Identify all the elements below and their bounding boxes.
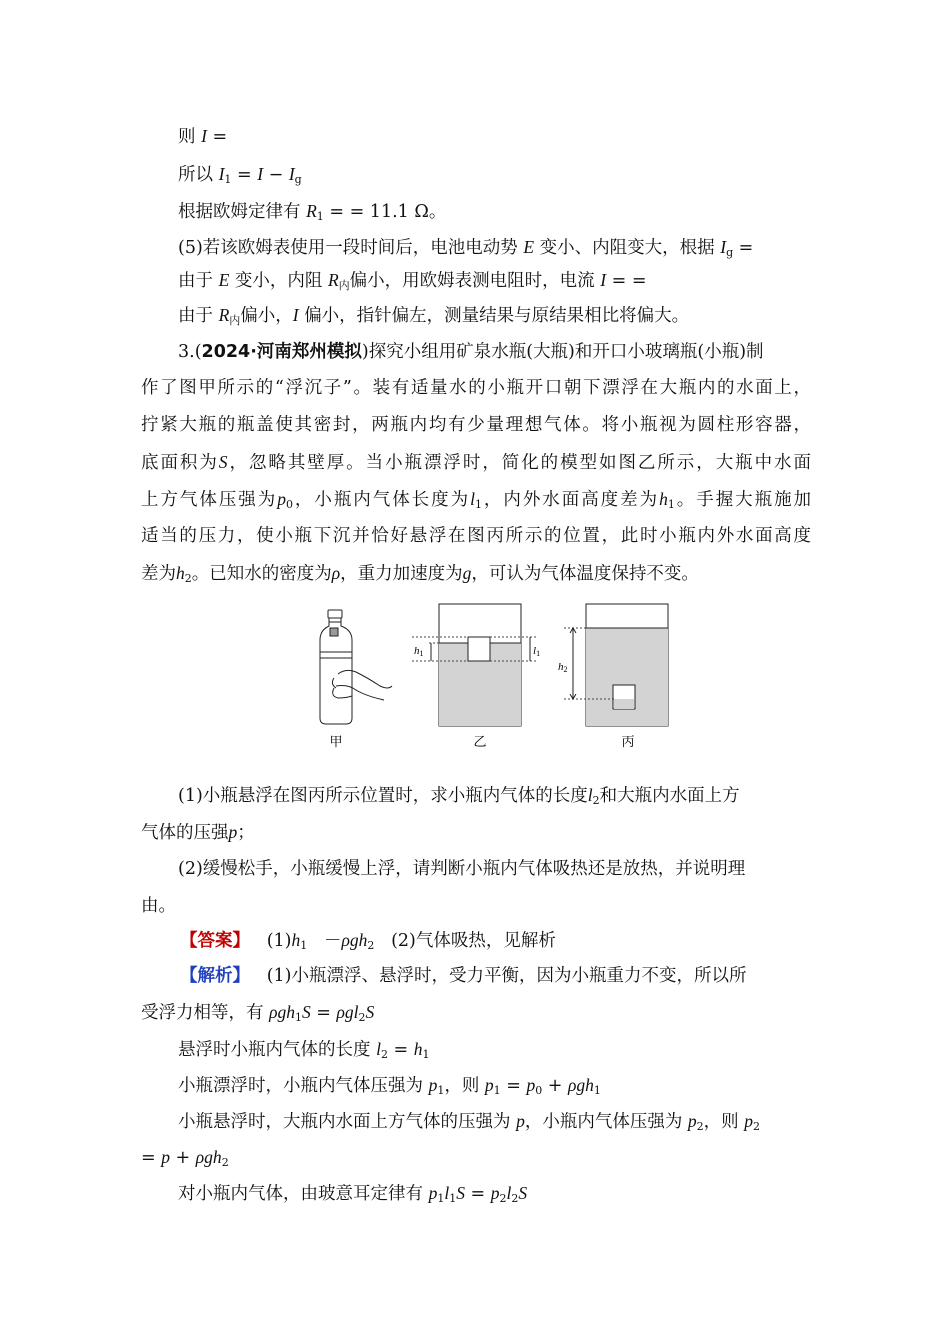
problem-line: 差为$h_2$。已知水的密度为ρ，重力加速度为g，可认为气体温度保持不变。 <box>141 563 699 585</box>
label-h1: h1 <box>414 645 424 658</box>
diagram-yi <box>412 604 536 726</box>
explanation-line: = p + ρgh$_2$ <box>141 1147 229 1169</box>
explanation-line: 受浮力相等，有 ρgh$_1$S = ρgl$_2$S <box>141 1002 375 1024</box>
text-line: (5)若该欧姆表使用一段时间后，电池电动势 E 变小、内阻变大，根据 $I_g$ = <box>178 237 754 259</box>
answer-tag: 【答案】 <box>180 931 250 951</box>
problem-figure <box>300 600 680 752</box>
bottle-drawing <box>320 610 392 724</box>
question-line: (1)小瓶悬浮在图丙所示位置时，求小瓶内气体的长度$l_2$和大瓶内水面上方 <box>178 785 740 807</box>
problem-line: 拧紧大瓶的瓶盖使其密封，两瓶内均有少量理想气体。将小瓶视为圆柱形容器， <box>141 415 811 435</box>
explanation-line: 【解析】 (1)小瓶漂浮、悬浮时，受力平衡，因为小瓶重力不变，所以所 <box>180 966 747 986</box>
problem-line: 作了图甲所示的“浮沉子”。装有适量水的小瓶开口朝下漂浮在大瓶内的水面上， <box>141 378 811 398</box>
problem-line: 上方气体压强为$p_0$，小瓶内气体长度为$l_1$，内外水面高度差为$h_1$。手握大瓶施加 <box>141 489 811 511</box>
figure-label-bing: 丙 <box>621 735 635 750</box>
text-line: 由于 $R_内$偏小，I 偏小，指针偏左，测量结果与原结果相比将偏大。 <box>178 305 690 327</box>
explanation-line: 小瓶悬浮时，大瓶内水面上方气体的压强为 p，小瓶内气体压强为 $p_2$，则 $p_2$ <box>178 1111 760 1133</box>
text-line: 根据欧姆定律有 $R_1$ = = 11.1 Ω。 <box>178 201 447 223</box>
problem-line: 底面积为S，忽略其壁厚。当小瓶漂浮时，简化的模型如图乙所示，大瓶中水面 <box>141 452 811 473</box>
diagram-bing <box>564 604 668 726</box>
question-line: (2)缓慢松手，小瓶缓慢上浮，请判断小瓶内气体吸热还是放热，并说明理 <box>178 859 746 879</box>
text-line: 由于 E 变小，内阻 $R_内$偏小，用欧姆表测电阻时，电流 I = = <box>178 270 647 292</box>
label-l1: l1 <box>533 645 541 658</box>
label-h2: h2 <box>558 661 568 674</box>
problem-line: 3.(2024·河南郑州模拟)探究小组用矿泉水瓶(大瓶)和开口小玻璃瓶(小瓶)制 <box>178 342 764 362</box>
question-line: 气体的压强p； <box>141 822 255 843</box>
explanation-line: 小瓶漂浮时，小瓶内气体压强为 $p_1$，则 $p_1 = p_0 + \rho gh_1$ <box>178 1075 601 1097</box>
answer-line: 【答案】 $(1)h_1$ －ρgh$_2$ (2)气体吸热，见解析 <box>180 930 556 952</box>
explanation-line: 悬浮时小瓶内气体的长度 $l_2 = h_1$ <box>178 1039 430 1061</box>
text-line: 则 I = <box>178 126 228 147</box>
explanation-line: 对小瓶内气体，由玻意耳定律有 $p_1l_1S = p_2l_2S$ <box>178 1183 528 1205</box>
text-line: 所以 $I_1 = I - I_g$ <box>178 164 302 186</box>
explanation-tag: 【解析】 <box>180 966 250 986</box>
figure-label-yi: 乙 <box>473 735 487 750</box>
figure-label-jia: 甲 <box>329 735 343 750</box>
question-line: 由。 <box>141 896 176 916</box>
problem-line: 适当的压力，使小瓶下沉并恰好悬浮在图丙所示的位置，此时小瓶内外水面高度 <box>141 526 811 546</box>
